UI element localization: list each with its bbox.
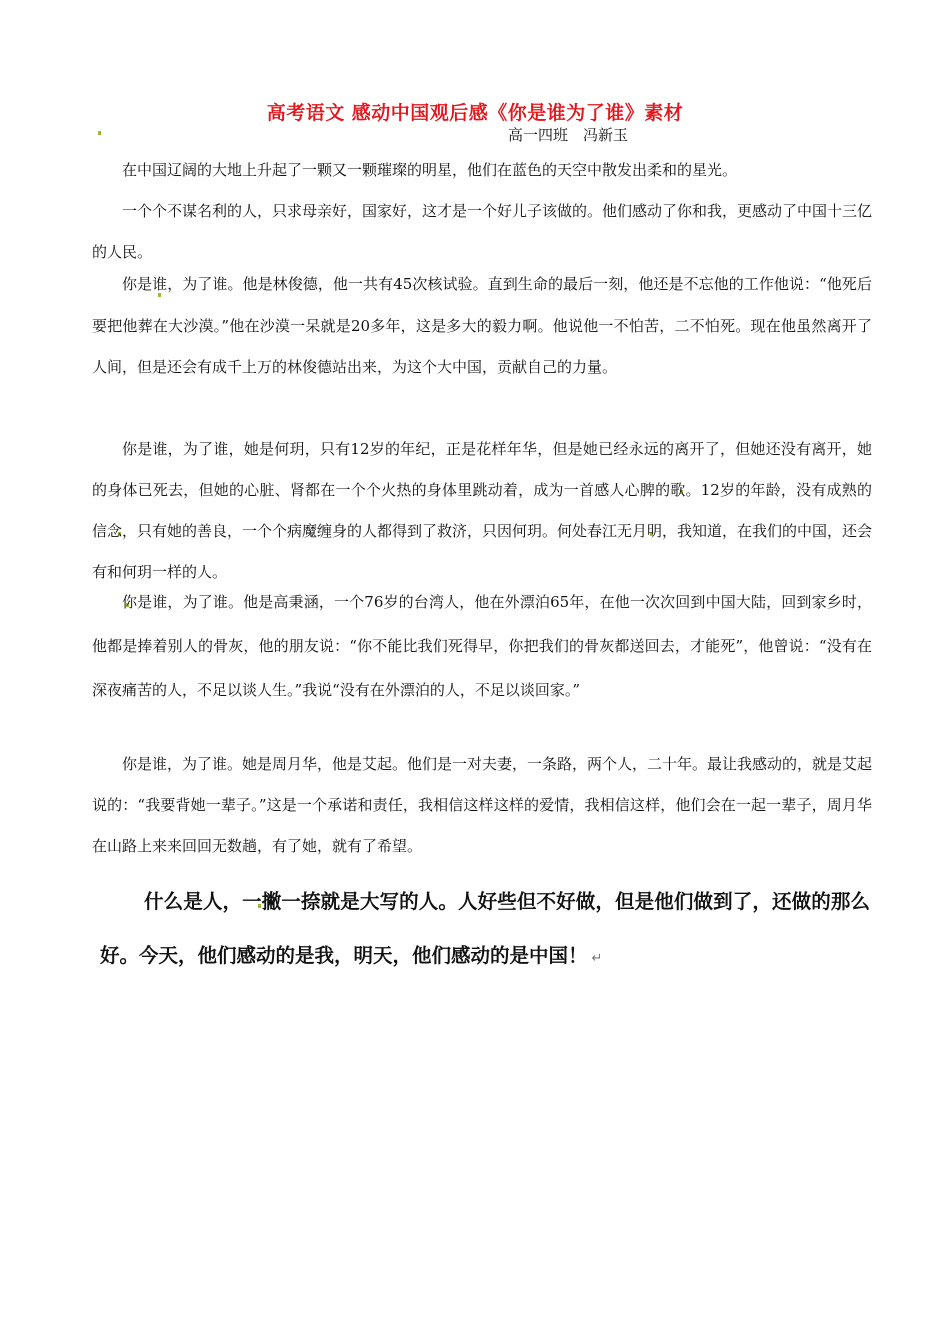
closing-text: 什么是人，一撇一捺就是大写的人。人好些但不好做，但是他们做到了，还做的那么好。今天，他们感动的是我，明天，他们感动的是中国！: [100, 890, 870, 967]
document-title: 高考语文 感动中国观后感《你是谁为了谁》素材: [266, 102, 684, 124]
paragraph: 一个个不谋名利的人，只求母亲好，国家好，这才是一个好儿子该做的。他们感动了你和我，更感动了中国十三亿的人民。: [92, 202, 873, 261]
paragraph: 在中国辽阔的大地上升起了一颗又一颗璀璨的明星，他们在蓝色的天空中散发出柔和的星光。: [122, 161, 738, 179]
paragraph: 你是谁，为了谁，她是何玥，只有12岁的年纪，正是花样年华，但是她已经永远的离开了，但她还没有离开，她的身体已死去，但她的心脏、肾都在一个个火热的身体里跳动着，成为一首感人心脾的歌。12岁的年龄，没有成熟的信念，只有她的善良，一个个病魔缠身的人都得到了救济，只因何玥。何处春江无月明，我知道，在我们的中国，还会有和何玥一样的人。: [92, 440, 873, 581]
paragraph: 你是谁，为了谁。他是林俊德，他一共有45次核试验。直到生命的最后一刻，他还是不忘他的工作他说：“他死后要把他葬在大沙漠。”他在沙漠一呆就是20多年，这是多大的毅力啊。他说他一不怕苦，二不怕死。现在他虽然离开了人间，但是还会有成千上万的林俊德站出来，为这个大中国，贡献自己的力量。: [92, 275, 872, 376]
author-line: 高一四班 冯新玉: [508, 126, 629, 144]
closing-statement: [100, 875, 870, 986]
paragraph: 你是谁，为了谁。他是高秉涵，一个76岁的台湾人，他在外漂泊65年，在他一次次回到中国大陆，回到家乡时，他都是捧着别人的骨灰，他的朋友说：“你不能比我们死得早，你把我们的骨灰都送回去，才能死”，他曾说：“没有在深夜痛苦的人，不足以谈人生。”我说“没有在外漂泊的人，不足以谈回家。”: [92, 593, 872, 699]
paragraph-mark-icon: ↵: [591, 951, 603, 966]
paragraph: 你是谁，为了谁。她是周月华，他是艾起。他们是一对夫妻，一条路，两个人，二十年。最让我感动的，就是艾起说的：“我要背她一辈子。”这是一个承诺和责任，我相信这样这样的爱情，我相信这样，他们会在一起一辈子，周月华在山路上来来回回无数趟，有了她，就有了希望。: [92, 755, 873, 855]
edit-marker: [98, 131, 101, 135]
